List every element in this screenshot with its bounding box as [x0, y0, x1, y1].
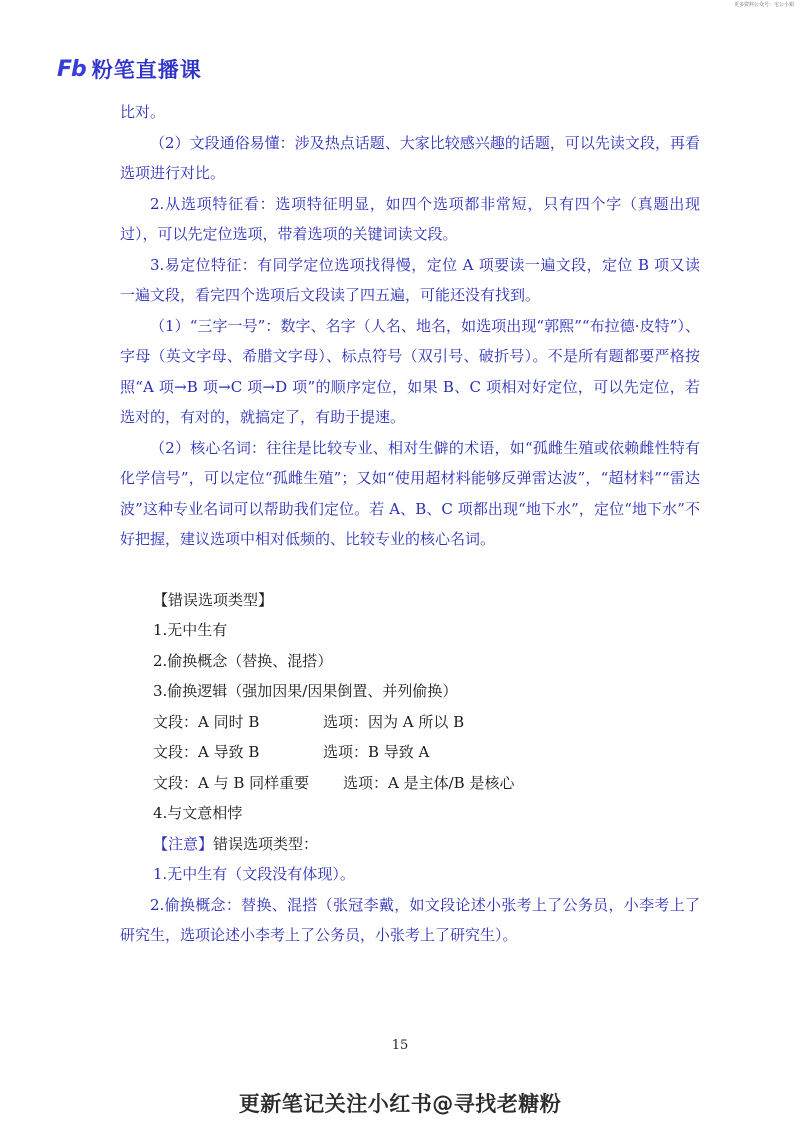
- error-item-1: 1.无中生有: [153, 621, 228, 639]
- compare-row-3: [120, 768, 700, 799]
- paragraph-6: （2）核心名词：往往是比较专业、相对生僻的术语，如“孤雌生殖或依赖雌性特有化学信号”，可以定位“孤雌生殖”；又如“使用超材料能够反弹雷达波”，“超材料”“雷达波”这种专业名词可以帮助我们定位。若 A、B、C 项都出现“地下水”，定位“地下水”不好把握，建议选项中相对低频的、比较专业的核心名词。: [120, 438, 700, 548]
- paragraph-1: 比对。: [120, 103, 166, 121]
- error-item-3: 3.偷换逻辑（强加因果/因果倒置、并列偷换）: [153, 682, 458, 700]
- paragraph-2: （2）文段通俗易懂：涉及热点话题、大家比较感兴趣的话题，可以先读文段，再看选项进行对比。: [120, 133, 700, 182]
- note-heading-text: 错误选项类型：: [213, 834, 319, 853]
- brand-name: 粉笔直播课: [91, 58, 202, 82]
- page-number: 15: [391, 1038, 409, 1053]
- note-heading: [120, 829, 700, 860]
- compare-row-2: [120, 737, 700, 768]
- paragraph-4: 3.易定位特征：有同学定位选项找得慢，定位 A 项要读一遍文段，定位 B 项又读一遍文段，看完四个选项后文段读了四五遍，可能还没有找到。: [120, 255, 700, 304]
- brand-logo: [57, 54, 202, 84]
- note-item-1: 1.无中生有（文段没有体现）。: [153, 865, 355, 883]
- error-item-4: 4.与文意相悖: [153, 804, 243, 822]
- paragraph-5: （1）“三字一号”：数字、名字（人名、地名，如选项出现“郭熙”“布拉德·皮特”）、字母（英文字母、希腊文字母）、标点符号（双引号、破折号）。不是所有题都要严格按照“A 项→B 项→C 项→D 项”的顺序定位，如果 B、C 项相对好定位，可以先定位，若选对的，有对的，就搞定了，有助于提速。: [120, 316, 700, 426]
- compare-left: 文段：A 与 B 同样重要: [153, 773, 310, 792]
- note-tag: 【注意】: [153, 834, 214, 853]
- error-item-2: 2.偷换概念（替换、混搭）: [153, 651, 333, 670]
- compare-right: 选项：A 是主体/B 是核心: [343, 773, 515, 792]
- top-note: 更多资料公众号：宅公小箱: [733, 2, 794, 8]
- section-gap: [120, 555, 700, 585]
- note-item-2: 2.偷换概念：替换、混搭（张冠李戴，如文段论述小张考上了公务员，小李考上了研究生，选项论述小李考上了公务员，小张考上了研究生）。: [120, 895, 700, 944]
- compare-left: 文段：A 同时 B: [153, 712, 260, 731]
- footer-watermark: 更新笔记关注小红书@寻找老糖粉: [238, 1092, 562, 1116]
- compare-row-1: [120, 707, 700, 738]
- brand-mark-icon: Fb: [57, 56, 86, 82]
- compare-right: 选项：B 导致 A: [323, 743, 430, 761]
- compare-right: 选项：因为 A 所以 B: [323, 712, 465, 731]
- compare-left: 文段：A 导致 B: [153, 743, 260, 761]
- page-content: [120, 97, 700, 951]
- paragraph-3: 2.从选项特征看：选项特征明显，如四个选项都非常短，只有四个字（真题出现过），可以先定位选项，带着选项的关键词读文段。: [120, 194, 700, 243]
- error-section-heading: 【错误选项类型】: [153, 590, 274, 609]
